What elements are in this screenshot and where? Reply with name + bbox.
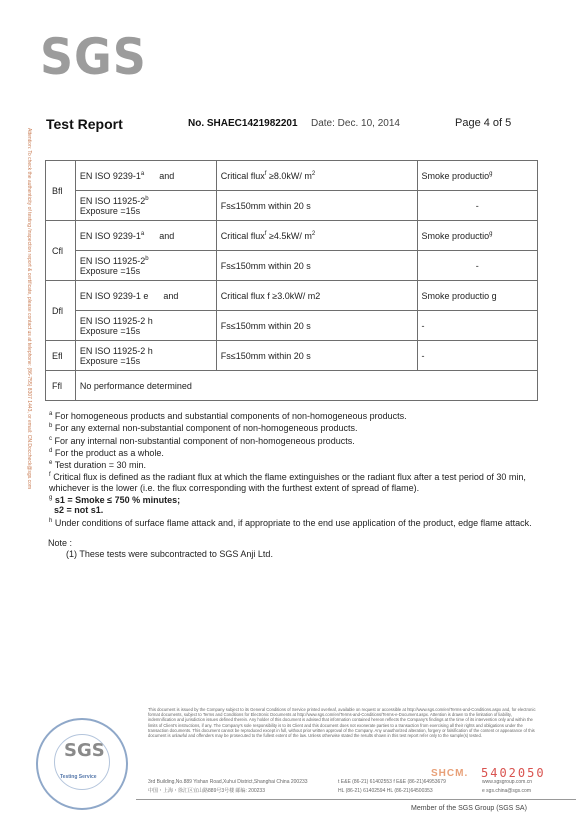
class-b-cell: Bfl — [46, 161, 76, 221]
table-row-b2 — [46, 191, 538, 221]
result-text: - — [417, 191, 537, 221]
table-row-f — [46, 371, 538, 401]
shcm-code: SHCM. — [431, 768, 469, 779]
telephone-1: t E&E (86-21) 61402553 f E&E (86-21)64953679 — [338, 779, 446, 785]
and-text: and — [159, 170, 175, 181]
standard-text: EN ISO 11925-2 h — [79, 315, 153, 326]
result-text: Smoke productio g — [417, 281, 537, 311]
report-number: No. SHAEC1421982201 — [188, 118, 298, 129]
table-row-c2 — [46, 251, 538, 281]
footer-divider — [136, 799, 576, 800]
telephone-2: HL (86-21) 61402594 HL (86-21)64500353 — [338, 788, 433, 794]
table-row-b1 — [46, 161, 538, 191]
footnote-c: $^c$ For any internal non-substantial component of non-homogeneous products. — [49, 435, 355, 446]
table-row-c1 — [46, 221, 538, 251]
exposure-text: Exposure =15s — [79, 325, 141, 336]
exposure-text: Exposure =15s — [79, 265, 141, 276]
criteria-value: ≥4.5kW/ m — [268, 230, 312, 241]
criteria-value: ≥8.0kW/ m — [268, 170, 312, 181]
report-title: Test Report — [46, 116, 123, 132]
criteria-text: Fs≤150mm within 20 s — [216, 251, 417, 281]
standard-text: EN ISO 11925-2 — [79, 255, 146, 266]
footnote-e: $^e$ Test duration = 30 min. — [49, 460, 146, 471]
footnote-g1: $^g$ s1 = Smoke ≤ 750 % minutes; — [49, 495, 181, 506]
class-f-cell: Ffl — [46, 371, 76, 401]
exposure-text: Exposure =15s — [79, 355, 141, 366]
table-row-d1 — [46, 281, 538, 311]
footnote-ref: g — [489, 170, 493, 177]
class-c-cell: Cfl — [46, 221, 76, 281]
result-text: Smoke productio — [421, 170, 490, 181]
footer-disclaimer: This document is issued by the Company subject to its General Conditions of Service printed overleaf, available on request or accessible at http://www.sgs.com/en/Terms-and-Conditions.aspx and, for electronic format documents, subject to Terms and Conditions for Electronic Documents at http://www.sgs.com/en/Terms-and-Conditions/Terms-e-Document.aspx. Attention is drawn to the limitation of liability, indemnification and jurisdiction issues defined therein. Any holder of this document is advised that information contained hereon reflects the Company's findings at the time of its intervention only and within the limits of Client's instructions, if any. The Company's sole responsibility is to its Client and this document does not exonerate parties to a transaction from exercising all their rights and obligations under the transaction documents. This document cannot be reproduced except in full, without prior written approval of the Company. Any unauthorized alteration, forgery or falsification of the content or appearance of this document is unlawful and offenders may be prosecuted to the fullest extent of the law. Unless otherwise stated the results shown in this test report refer only to the sample(s) tested. — [148, 707, 536, 739]
exposure-text: Exposure =15s — [79, 205, 141, 216]
standard-text: EN ISO 9239-1 e — [79, 290, 149, 301]
result-text: - — [417, 311, 537, 341]
address-en: 3rd Building,No.889 Yishan Road,Xuhui District,Shanghai China 200233 — [148, 779, 308, 785]
standard-text: EN ISO 11925-2 h — [79, 345, 153, 356]
note-item: (1) These tests were subcontracted to SGS Anji Ltd. — [66, 549, 273, 559]
note-label: Note : — [48, 538, 73, 548]
standard-text: EN ISO 9239-1 — [79, 230, 141, 241]
page-number: Page 4 of 5 — [455, 117, 512, 129]
standard-text: EN ISO 11925-2 — [79, 195, 146, 206]
footnotes — [49, 409, 539, 528]
no-performance-text: No performance determined — [75, 371, 537, 401]
criteria-text: Critical flux — [220, 230, 265, 241]
standard-text: EN ISO 9239-1 — [79, 170, 141, 181]
classification-table — [45, 160, 538, 401]
member-text: Member of the SGS Group (SGS SA) — [411, 805, 527, 812]
superscript: 2 — [311, 170, 316, 177]
criteria-text: Fs≤150mm within 20 s — [216, 311, 417, 341]
footnote-ref: a — [140, 230, 145, 237]
serial-number: 5402050 — [481, 766, 546, 780]
class-d-cell: Dfl — [46, 281, 76, 341]
footnote-ref: f — [264, 230, 267, 237]
class-e-cell: Efl — [46, 341, 76, 371]
table-row-d2 — [46, 311, 538, 341]
address-cn: 中国・上海・徐汇区宜山路889号3号楼 邮编: 200233 — [148, 788, 265, 794]
result-text: - — [417, 341, 537, 371]
footnote-g2: s2 = not s1. — [54, 505, 104, 516]
notes — [48, 538, 273, 560]
footnote-ref: a — [140, 170, 145, 177]
sgs-logo: SGS — [40, 28, 147, 86]
result-text: - — [417, 251, 537, 281]
and-text: and — [163, 290, 179, 301]
criteria-text: Critical flux f ≥3.0kW/ m2 — [216, 281, 417, 311]
seal-logo: SGS — [64, 740, 105, 761]
footnote-ref: g — [489, 230, 493, 237]
footnote-a: $^a$ For homogeneous products and substantial components of non-homogeneous products. — [49, 411, 407, 421]
report-date: Date: Dec. 10, 2014 — [311, 118, 400, 129]
criteria-text: Fs≤150mm within 20 s — [216, 191, 417, 221]
and-text: and — [159, 230, 175, 241]
result-text: Smoke productio — [421, 230, 490, 241]
criteria-text: Critical flux — [220, 170, 265, 181]
footnote-h: $^h$ Under conditions of surface flame attack and, if appropriate to the end use application of the product, edge flame attack. — [49, 517, 532, 528]
superscript: 2 — [311, 230, 316, 237]
footnote-ref: b — [145, 195, 149, 202]
authenticity-side-note: Attention: To check the authenticity of testing /inspection report & certificate, please contact us at telephone: (86-755) 8307 1443, or email: CN.Doccheck@sgs.com — [26, 128, 32, 490]
footnote-f: $^f$ Critical flux is defined as the radiant flux at which the flame extinguishes or the radiant flux after a test period of 30 min, whichever is the lower (i.e. the flux corresponding with the furthest extent of spread of flame). — [49, 472, 526, 493]
website: www.sgsgroup.com.cn — [482, 779, 533, 785]
footnote-d: $^d$ For the product as a whole. — [49, 447, 164, 458]
table-row-e — [46, 341, 538, 371]
seal-subtitle: Testing Service — [60, 774, 97, 780]
footnote-ref: f — [264, 170, 267, 177]
criteria-text: Fs≤150mm within 20 s — [216, 341, 417, 371]
email: e sgs.china@sgs.com — [482, 788, 531, 794]
footnote-b: $^b$ For any external non-substantial component of non-homogeneous products. — [49, 423, 358, 434]
footnote-ref: b — [145, 255, 149, 262]
